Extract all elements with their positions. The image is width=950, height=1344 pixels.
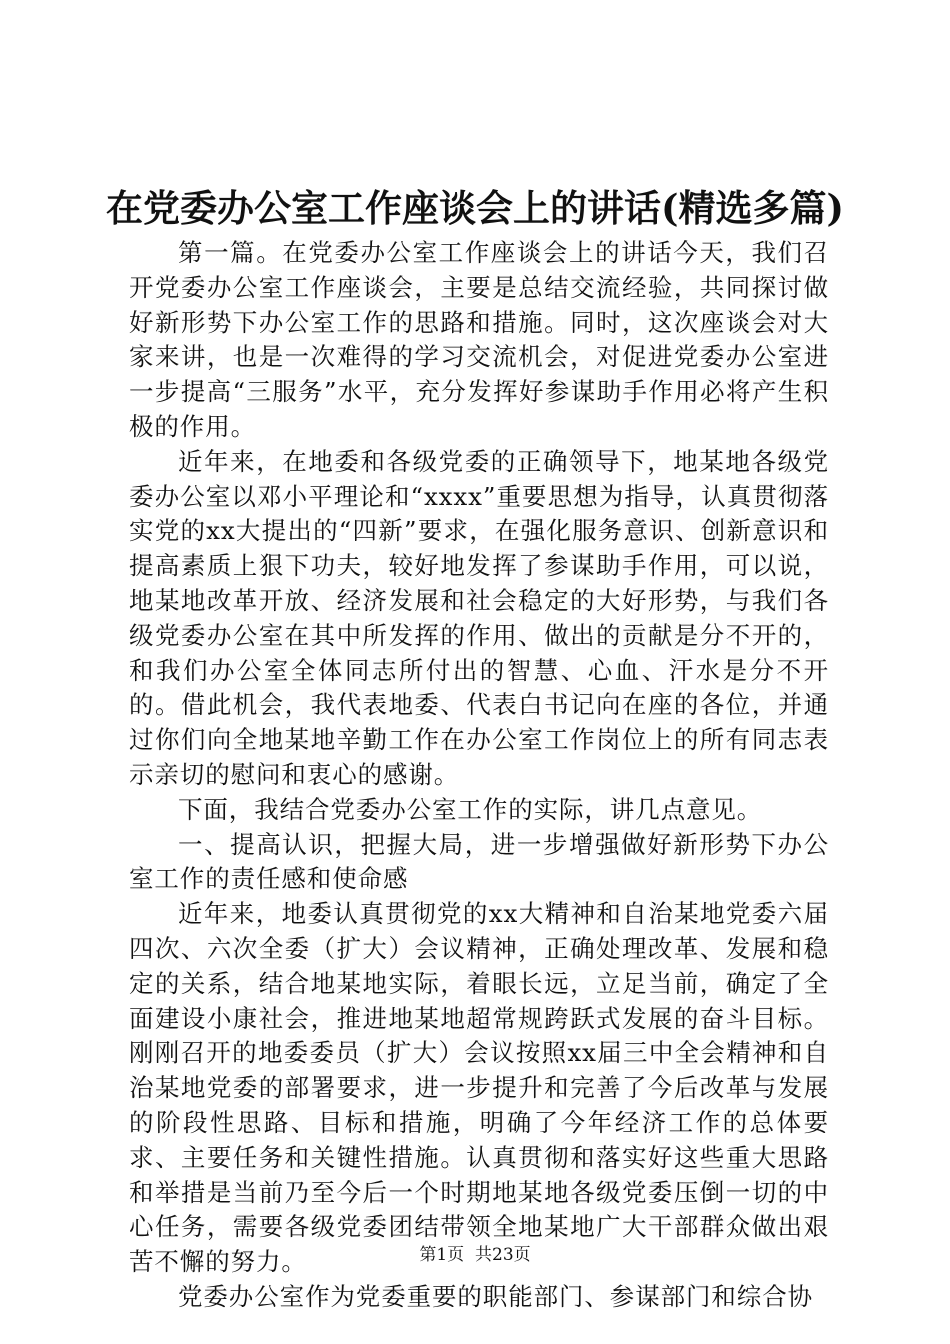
page-footer	[0, 1244, 950, 1266]
section-heading: 一、提高认识，把握大局，进一步增强做好新形势下办公室工作的责任感和使命感	[129, 829, 829, 894]
paragraph: 下面，我结合党委办公室工作的实际，讲几点意见。	[178, 794, 763, 824]
paragraph: 党委办公室作为党委重要的职能部门、参谋部门和综合协	[178, 1281, 813, 1311]
document-title: 在党委办公室工作座谈会上的讲话(精选多篇)	[105, 186, 844, 230]
paragraph: 第一篇。在党委办公室工作座谈会上的讲话今天，我们召开党委办公室工作座谈会，主要是总结交流经验，共同探讨做好新形势下办公室工作的思路和措施。同时，这次座谈会对大家来讲，也是一次难得的学习交流机会，对促进党委办公室进一步提高“三服务”水平，充分发挥好参谋助手作用必将产生积极的作用。	[129, 238, 829, 441]
document-body	[129, 236, 829, 1315]
paragraph: 近年来，地委认真贯彻党的xx大精神和自治某地党委六届四次、六次全委（扩大）会议精神，正确处理改革、发展和稳定的关系，结合地某地实际，着眼长远，立足当前，确定了全面建设小康社会，推进地某地超常规跨跃式发展的奋斗目标。刚刚召开的地委委员（扩大）会议按照xx届三中全会精神和自治某地党委的部署要求，进一步提升和完善了今后改革与发展的阶段性思路、目标和措施，明确了今年经济工作的总体要求、主要任务和关键性措施。认真贯彻和落实好这些重大思路和举措是当前乃至今后一个时期地某地各级党委压倒一切的中心任务，需要各级党委团结带领全地某地广大干部群众做出艰苦不懈的努力。	[129, 899, 829, 1277]
page-total: 共23页	[475, 1245, 531, 1265]
paragraph: 近年来，在地委和各级党委的正确领导下，地某地各级党委办公室以邓小平理论和“xxxx”重要思想为指导，认真贯彻落实党的xx大提出的“四新”要求，在强化服务意识、创新意识和提高素质上狠下功夫，较好地发挥了参谋助手作用，可以说，地某地改革开放、经济发展和社会稳定的大好形势，与我们各级党委办公室在其中所发挥的作用、做出的贡献是分不开的，和我们办公室全体同志所付出的智慧、心血、汗水是分不开的。借此机会，我代表地委、代表白书记向在座的各位，并通过你们向全地某地辛勤工作在办公室工作岗位上的所有同志表示亲切的慰问和衷心的感谢。	[129, 446, 829, 789]
page-number: 第1页	[419, 1245, 465, 1265]
